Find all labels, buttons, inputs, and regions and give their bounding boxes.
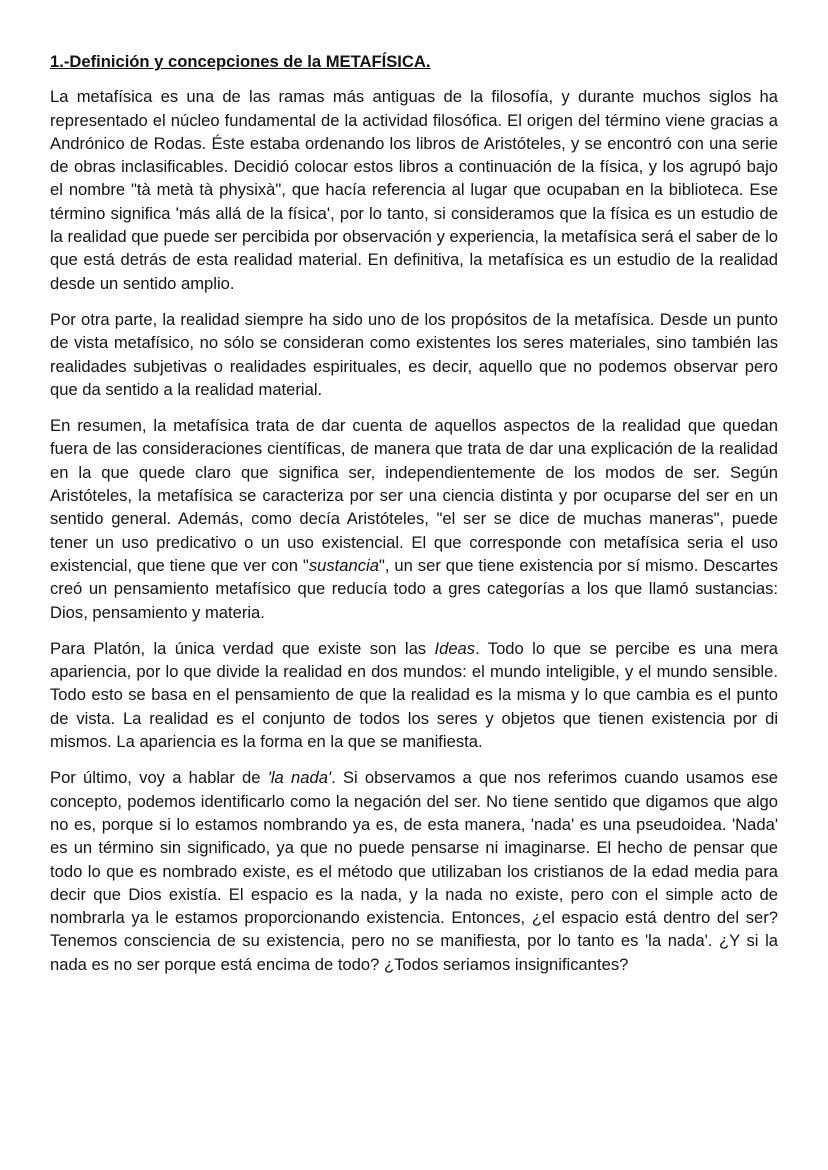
paragraph-text-before: Por último, voy a hablar de <box>50 768 268 788</box>
emphasis-la-nada: 'la nada' <box>267 768 332 788</box>
paragraph-text-after: ", un ser que tiene existencia por sí mismo. Descartes creó un pensamiento metafísico que reducía todo a gres categorías a los que llamó sustancias: Dios, pensamiento y materia. <box>50 555 778 622</box>
paragraph-plato <box>50 637 778 753</box>
emphasis-ideas: Ideas <box>434 638 476 658</box>
section-title: 1.-Definición y concepciones de la METAFÍSICA. <box>50 52 431 71</box>
paragraph-nothingness <box>50 766 778 976</box>
document-page <box>50 50 778 989</box>
paragraph-summary <box>50 414 778 624</box>
paragraph-text-before: Para Platón, la única verdad que existe son las <box>50 638 435 658</box>
paragraph-text-after: . Todo lo que se percibe es una mera apariencia, por lo que divide la realidad en dos mundos: el mundo inteligible, y el mundo sensible. Todo esto se basa en el pensamiento de que la realidad es la misma y lo que cambia es el punto de vista. La realidad es el conjunto de todos los seres y objetos que tienen existencia por di mismos. La apariencia es la forma en la que se manifiesta. <box>50 638 778 752</box>
paragraph-reality <box>50 308 778 401</box>
paragraph-origin <box>50 85 778 295</box>
paragraph-text-before: En resumen, la metafísica trata de dar cuenta de aquellos aspectos de la realidad que quedan fuera de las consideraciones científicas, de manera que trata de dar una explicación de la realidad en la que quede claro que significa ser, independientemente de los modos de ser. Según Aristóteles, la metafísica se caracteriza por ser una ciencia distinta y por ocuparse del ser en un sentido general. Además, como decía Aristóteles, "el ser se dice de muchas maneras", puede tener un uso predicativo o un uso existencial. El que corresponde con metafísica seria el uso existencial, que tiene que ver con " <box>50 416 778 575</box>
paragraph-text-after: . Si observamos a que nos referimos cuando usamos ese concepto, podemos identificarlo como la negación del ser. No tiene sentido que digamos que algo no es, porque si lo estamos nombrando ya es, de esta manera, 'nada' es una pseudoidea. 'Nada' es un término sin significado, ya que no puede pensarse ni imaginarse. El hecho de pensar que todo lo que es nombrado existe, es el método que utilizaban los cristianos de la edad media para decir que Dios existía. El espacio es la nada, y la nada no existe, pero con el simple acto de nombrarla ya le estamos proporcionando existencia. Entonces, ¿el espacio está dentro del ser? Tenemos consciencia de su existencia, pero no se manifiesta, por lo tanto es 'la nada'. ¿Y si la nada es no ser porque está encima de todo? ¿Todos seriamos insignificantes? <box>50 768 779 974</box>
paragraph-text: Por otra parte, la realidad siempre ha sido uno de los propósitos de la metafísica. Desde un punto de vista metafísico, no sólo se consideran como existentes los seres materiales, sino también las realidades subjetivas o realidades espirituales, es decir, aquello que no podemos observar pero que da sentido a la realidad material. <box>50 309 778 399</box>
paragraph-text: La metafísica es una de las ramas más antiguas de la filosofía, y durante muchos siglos ha representado el núcleo fundamental de la actividad filosófica. El origen del término viene gracias a Andrónico de Rodas. Éste estaba ordenando los libros de Aristóteles, y se encontró con una serie de obras inclasificables. Decidió colocar estos libros a continuación de la física, y los agrupó bajo el nombre "tà metà tà physixà", que hacía referencia al lugar que ocupaban en la biblioteca. Ese término significa 'más allá de la física', por lo tanto, si consideramos que la física es un estudio de la realidad que puede ser percibida por observación y experiencia, la metafísica será el saber de lo que está detrás de esta realidad material. En definitiva, la metafísica es un estudio de la realidad desde un sentido amplio. <box>50 87 778 293</box>
emphasis-sustancia: sustancia <box>308 555 379 575</box>
